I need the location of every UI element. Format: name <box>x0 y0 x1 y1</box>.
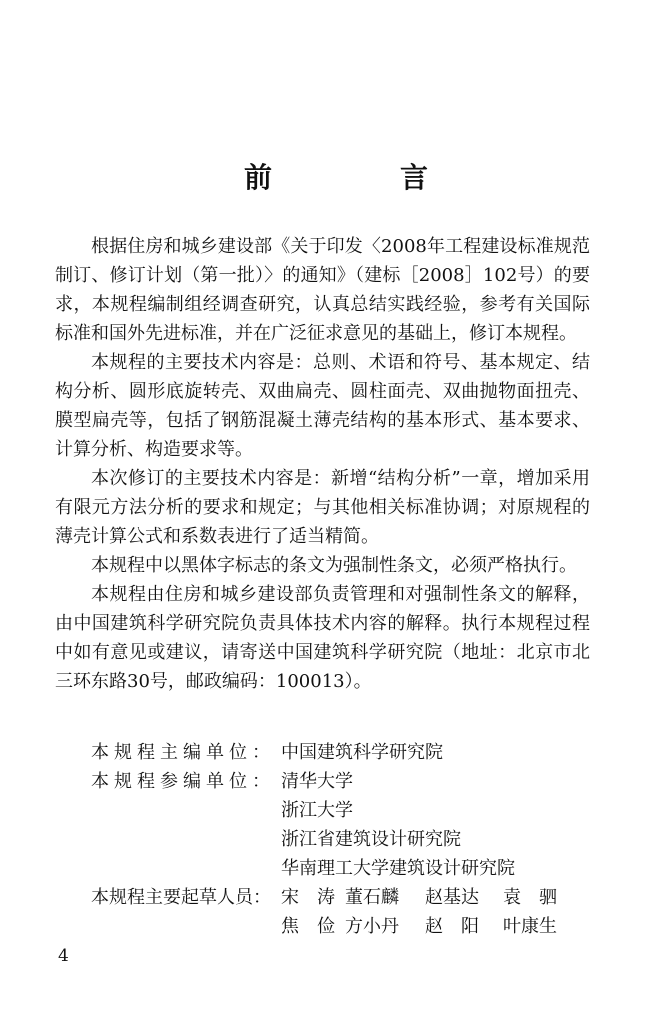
paragraph: 本规程由住房和城乡建设部负责管理和对强制性条文的解释，由中国建筑科学研究院负责具体技术内容的解释。执行本规程过程中如有意见或建议，请寄送中国建筑科学研究院（地址：北京市北三环东路30号，邮政编码：100013）。 <box>55 584 590 692</box>
participant-label: 本规程参编单位： <box>91 771 275 792</box>
unit-name: 浙江大学 <box>281 800 353 821</box>
unit-name: 华南理工大学建筑设计研究院 <box>281 858 515 879</box>
preface-body <box>55 232 590 696</box>
drafter-name: 董石麟 <box>345 887 399 908</box>
drafter-name: 赵基达 <box>425 887 479 908</box>
editorial-roles <box>91 738 645 941</box>
drafter-name: 叶康生 <box>503 916 557 937</box>
unit-name: 清华大学 <box>281 771 353 792</box>
participant-row <box>91 767 645 883</box>
chief-editor-units <box>281 738 443 767</box>
drafters-row <box>91 883 645 941</box>
paragraph: 本规程中以黑体字标志的条文为强制性条文，必须严格执行。 <box>91 555 577 576</box>
unit-name: 中国建筑科学研究院 <box>281 742 443 763</box>
page-title: 前 言 <box>243 161 478 194</box>
drafter-name: 赵 阳 <box>425 916 479 937</box>
participant-units <box>281 767 515 883</box>
page-number: 4 <box>58 946 69 966</box>
unit-name: 浙江省建筑设计研究院 <box>281 829 461 850</box>
drafter-name: 方小丹 <box>345 916 399 937</box>
drafters-names <box>281 883 645 941</box>
drafters-label: 本规程主要起草人员： <box>91 887 271 908</box>
chief-editor-row <box>91 738 645 767</box>
drafter-name: 袁 驷 <box>503 887 557 908</box>
drafter-name: 宋 涛 <box>281 887 335 908</box>
paragraph: 本规程的主要技术内容是：总则、术语和符号、基本规定、结构分析、圆形底旋转壳、双曲扁壳、圆柱面壳、双曲抛物面扭壳、膜型扁壳等，包括了钢筋混凝土薄壳结构的基本形式、基本要求、计算分析、构造要求等。 <box>55 352 590 460</box>
paragraph: 本次修订的主要技术内容是：新增“结构分析”一章，增加采用有限元方法分析的要求和规定；与其他相关标准协调；对原规程的薄壳计算公式和系数表进行了适当精简。 <box>55 468 590 547</box>
chief-editor-label: 本规程主编单位： <box>91 742 275 763</box>
paragraph: 根据住房和城乡建设部《关于印发〈2008年工程建设标准规范制订、修订计划（第一批）〉的通知》（建标［2008］102号）的要求，本规程编制组经调查研究，认真总结实践经验，参考有关国际标准和国外先进标准，并在广泛征求意见的基础上，修订本规程。 <box>55 236 590 344</box>
drafter-name: 焦 俭 <box>281 916 335 937</box>
